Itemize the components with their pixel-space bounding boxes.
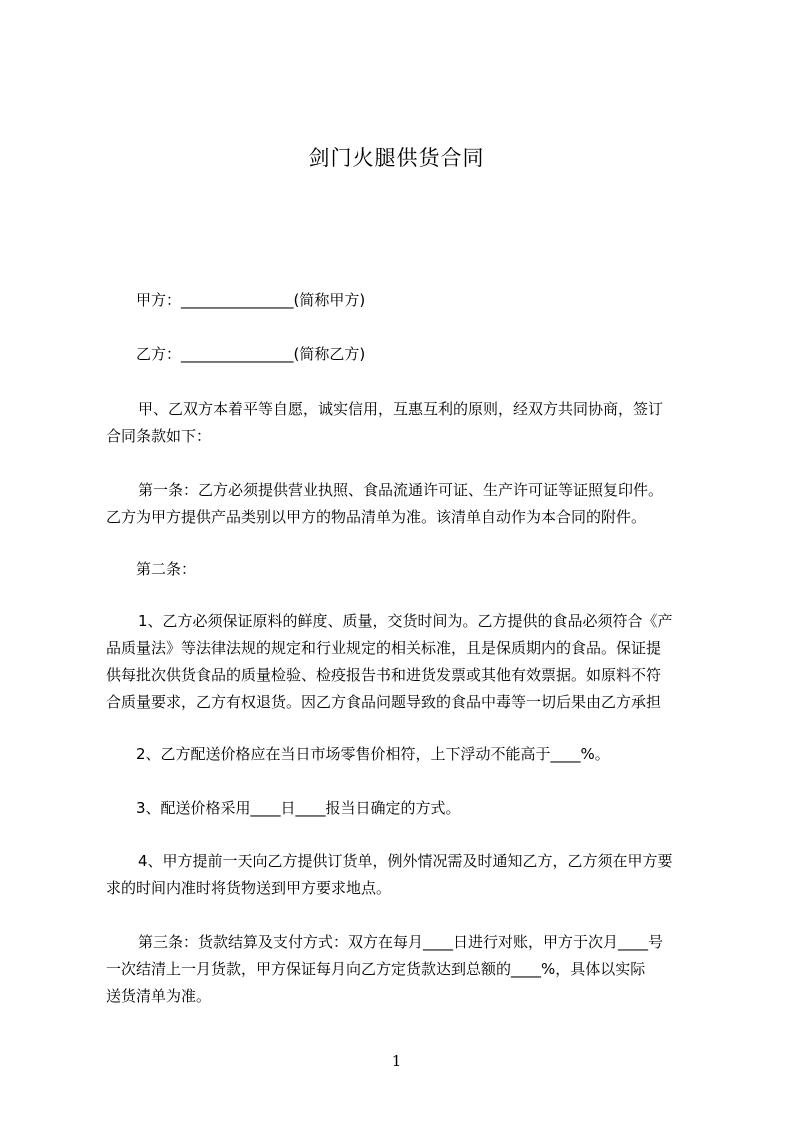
article2-item2: 2、乙方配送价格应在当日市场零售价相符，上下浮动不能高于____%。 (136, 745, 610, 763)
article2-item1-line-2: 品质量法》等法律法规的规定和行业规定的相关标准，且是保质期内的食品。保证提 (106, 639, 662, 657)
article1-line-2: 乙方为甲方提供产品类别以甲方的物品清单为准。该清单自动作为本合同的附件。 (106, 508, 647, 526)
preamble-line-2: 合同条款如下： (106, 427, 212, 445)
article3-line-2: 一次结清上一月货款，甲方保证每月向乙方定货款达到总额的____%，具体以实际 (106, 960, 646, 978)
article2-heading: 第二条： (136, 560, 197, 578)
article2-item1-line-3: 供每批次供货食品的质量检验、检疫报告书和进货发票或其他有效票据。如原料不符 (106, 666, 662, 684)
article3-line-3: 送货清单为准。 (106, 987, 212, 1005)
article2-item4-line-1: 4、甲方提前一天向乙方提供订货单，例外情况需及时通知乙方，乙方须在甲方要 (138, 852, 673, 870)
article3-line-1: 第三条：货款结算及支付方式：双方在每月____日进行对账，甲方于次月____号 (138, 933, 664, 951)
page-number: 1 (391, 1052, 402, 1070)
party-b-line: 乙方：_______________(简称乙方) (136, 345, 366, 363)
article2-item3: 3、配送价格采用____日____报当日确定的方式。 (136, 799, 461, 817)
party-a-line: 甲方：_______________(简称甲方) (136, 291, 366, 309)
article1-line-1: 第一条：乙方必须提供营业执照、食品流通许可证、生产许可证等证照复印件。 (138, 481, 664, 499)
preamble-line-1: 甲、乙双方本着平等自愿，诚实信用，互惠互利的原则，经双方共同协商，签订 (138, 400, 664, 418)
document-title: 剑门火腿供货合同 (308, 146, 485, 170)
article2-item1-line-1: 1、乙方必须保证原料的鲜度、质量，交货时间为。乙方提供的食品必须符合《产 (138, 612, 673, 630)
article2-item4-line-2: 求的时间内准时将货物送到甲方要求地点。 (106, 879, 392, 897)
article2-item1-line-4: 合质量要求，乙方有权退货。因乙方食品问题导致的食品中毒等一切后果由乙方承担 (106, 693, 662, 711)
